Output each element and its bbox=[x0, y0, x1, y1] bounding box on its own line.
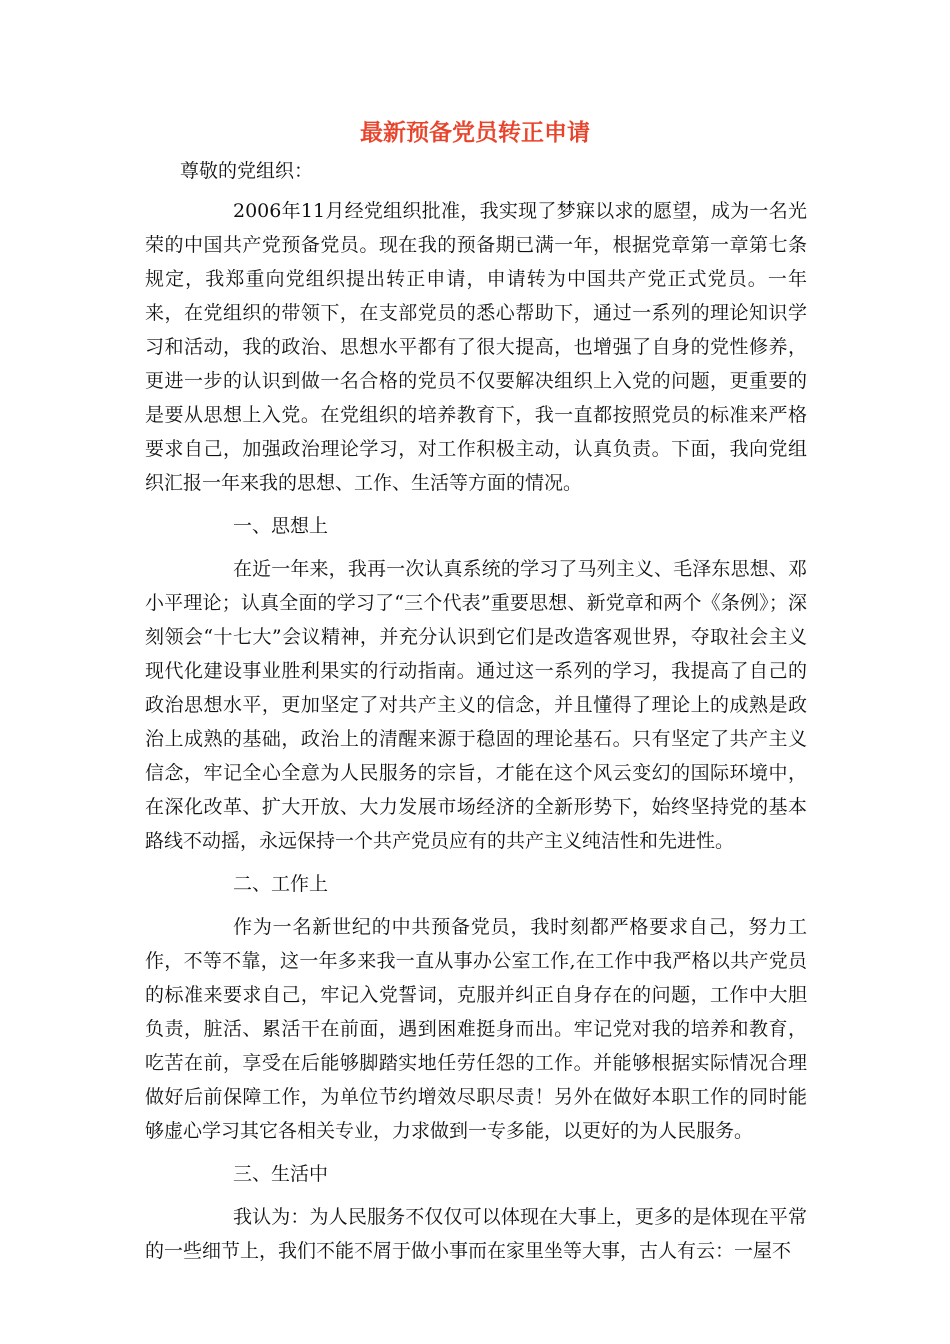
section-body-thought: 在近一年来，我再一次认真系统的学习了马列主义、毛泽东思想、邓小平理论；认真全面的学习了“三个代表”重要思想、新党章和两个《条例》；深刻领会“十七大”会议精神，并充分认识到它们是改造客观世界，夺取社会主义现代化建设事业胜利果实的行动指南。通过这一系列的学习，我提高了自己的政治思想水平，更加坚定了对共产主义的信念，并且懂得了理论上的成熟是政治上成熟的基础，政治上的清醒来源于稳固的理论基石。只有坚定了共产主义信念，牢记全心全意为人民服务的宗旨，才能在这个风云变幻的国际环境中，在深化改革、扩大开放、大力发展市场经济的全新形势下，始终坚持党的基本路线不动摇，永远保持一个共产党员应有的共产主义纯洁性和先进性。 bbox=[145, 558, 807, 852]
section-body-life: 我认为：为人民服务不仅仅可以体现在大事上，更多的是体现在平常的一些细节上，我们不能不屑于做小事而在家里坐等大事，古人有云：一屋不 bbox=[145, 1206, 807, 1262]
section-body-work: 作为一名新世纪的中共预备党员，我时刻都严格要求自己，努力工作，不等不靠，这一年多来我一直从事办公室工作,在工作中我严格以共产党员的标准来要求自己，牢记入党誓词，克服并纠正自身存在的问题，工作中大胆负责，脏活、累活干在前面，遇到困难挺身而出。牢记党对我的培养和教育，吃苦在前，享受在后能够脚踏实地任劳任怨的工作。并能够根据实际情况合理做好后前保障工作，为单位节约增效尽职尽责！另外在做好本职工作的同时能够虚心学习其它各相关专业，力求做到一专多能，以更好的为人民服务。 bbox=[145, 916, 807, 1142]
document-body bbox=[145, 194, 807, 1277]
section-heading-work: 二、工作上 bbox=[233, 873, 329, 895]
salutation: 尊敬的党组织： bbox=[180, 160, 314, 182]
intro-paragraph: 2006年11月经党组织批准，我实现了梦寐以求的愿望，成为一名光荣的中国共产党预备党员。现在我的预备期已满一年，根据党章第一章第七条规定，我郑重向党组织提出转正申请，申请转为中国共产党正式党员。一年来，在党组织的带领下，在支部党员的悉心帮助下，通过一系列的理论知识学习和活动，我的政治、思想水平都有了很大提高，也增强了自身的党性修养，更进一步的认识到做一名合格的党员不仅要解决组织上入党的问题，更重要的是要从思想上入党。在党组织的培养教育下，我一直都按照党员的标准来严格要求自己，加强政治理论学习，对工作积极主动，认真负责。下面，我向党组织汇报一年来我的思想、工作、生活等方面的情况。 bbox=[145, 200, 807, 494]
document-title: 最新预备党员转正申请 bbox=[360, 120, 590, 146]
section-heading-thought: 一、思想上 bbox=[233, 515, 329, 537]
section-heading-life: 三、生活中 bbox=[233, 1163, 329, 1185]
